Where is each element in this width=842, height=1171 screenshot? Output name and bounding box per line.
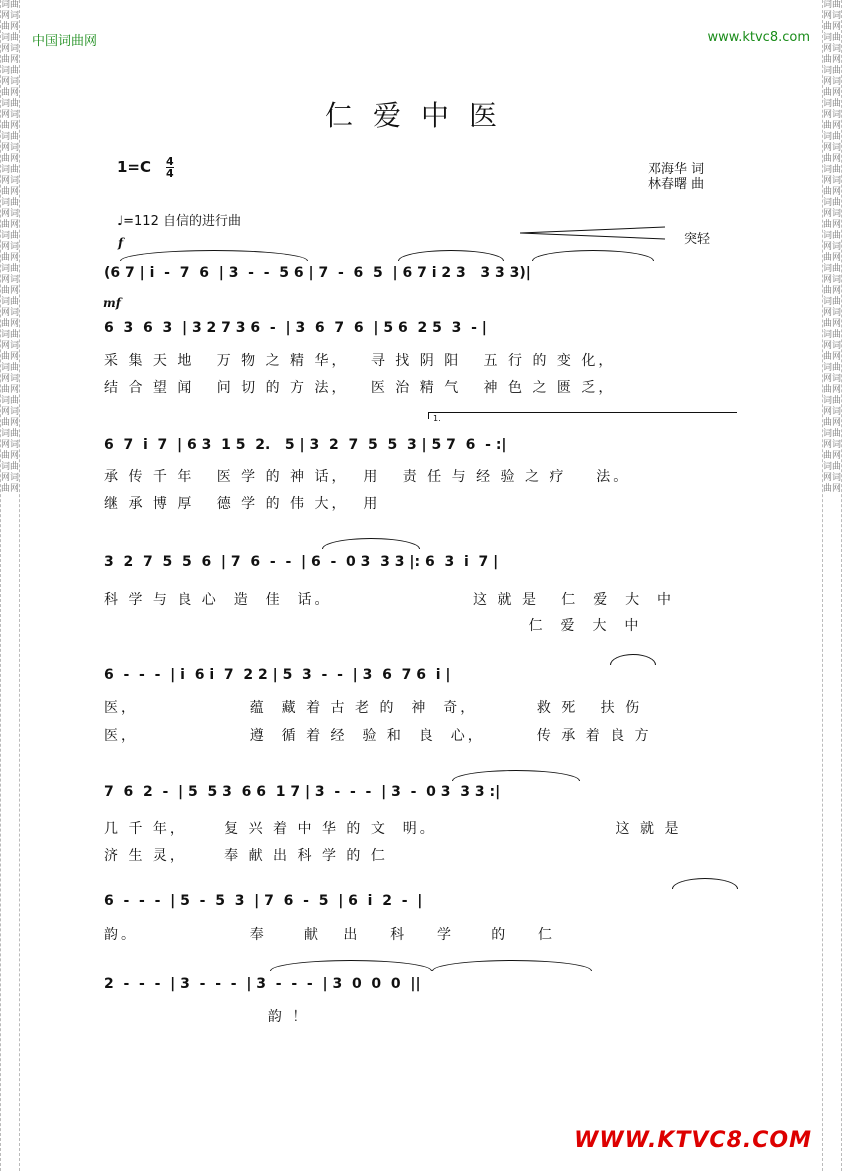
- notation-row-1: (6 7 | i - 7 6 | 3 - - 5 6 | 7 - 6 5 | 6 7 i 2 3 3 3 3)|: [104, 265, 531, 281]
- lyric-row-5-verse-2: 医， 遵 循 着 经 验 和 良 心， 传 承 着 良 方: [104, 728, 652, 744]
- crescendo-hairpin: [520, 226, 670, 240]
- site-name[interactable]: 中国词曲网: [32, 34, 98, 49]
- lyric-row-6-verse-1: 几 千 年， 复 兴 着 中 华 的 文 明。 这 就 是: [104, 821, 682, 837]
- slur: [322, 538, 420, 549]
- lyric-row-4-verse-2: 仁 爱 大 中: [104, 618, 642, 634]
- slur: [610, 654, 656, 665]
- slur: [398, 250, 504, 261]
- notation-row-5: 6 - - - | i 6 i 7 2 2 | 5 3 - - | 3 6 7 6 i |: [104, 667, 451, 683]
- lyric-row-6-verse-2: 济 生 灵， 奉 献 出 科 学 的 仁: [104, 848, 388, 864]
- notation-row-4: 3 2 7 5 5 6 | 7 6 - - | 6 - 0 3 3 3 |: 6 3 i 7 |: [104, 554, 499, 570]
- lyric-row-3-verse-1: 承 传 千 年 医 学 的 神 话， 用 责 任 与 经 验 之 疗 法。: [104, 469, 631, 485]
- volta-bracket: 1.: [428, 412, 737, 419]
- site-url[interactable]: www.ktvc8.com: [707, 30, 810, 45]
- lyric-row-8-verse-1: 韵 ！: [104, 1009, 310, 1025]
- lyric-row-4-verse-1: 科 学 与 良 心 造 佳 话。 这 就 是 仁 爱 大 中: [104, 592, 675, 608]
- footer-brand-logo: WWW.KTVC8.COM: [574, 1128, 812, 1153]
- slur: [270, 960, 432, 971]
- lyric-row-7-verse-1: 韵。 奉 献 出 科 学 的 仁: [104, 927, 556, 943]
- dynamic-forte: f: [118, 236, 124, 250]
- slur: [452, 770, 580, 781]
- tempo-marking: ♩=112 自信的进行曲: [117, 214, 241, 229]
- lyric-row-3-verse-2: 继 承 博 厚 德 学 的 伟 大， 用: [104, 496, 381, 512]
- left-margin-watermark: 词曲网词曲网词曲网词曲网词曲网词曲网词曲网词曲网词曲网词曲网词曲网词曲网词曲网词曲网词曲网词曲网词曲网词曲网词曲网词曲网词曲网词曲网词曲网词曲网词曲网词曲网词曲网词曲网词曲网词曲网: [0, 0, 20, 1171]
- slur: [432, 960, 592, 971]
- time-signature: $\frac{4}{4}$: [166, 155, 174, 180]
- lyric-row-2-verse-2: 结 合 望 闻 问 切 的 方 法， 医 治 精 气 神 色 之 匮 乏，: [104, 380, 616, 396]
- right-margin-watermark: 词曲网词曲网词曲网词曲网词曲网词曲网词曲网词曲网词曲网词曲网词曲网词曲网词曲网词曲网词曲网词曲网词曲网词曲网词曲网词曲网词曲网词曲网词曲网词曲网词曲网词曲网词曲网词曲网词曲网词曲网: [822, 0, 842, 1171]
- notation-row-8: 2 - - - | 3 - - - | 3 - - - | 3 0 0 0 ||: [104, 976, 421, 992]
- dynamic-mezzo-forte: mf: [103, 296, 121, 310]
- lyric-row-5-verse-1: 医， 蕴 藏 着 古 老 的 神 奇， 救 死 扶 伤: [104, 700, 643, 716]
- annotation-sudden-soft: 突轻: [684, 232, 711, 247]
- song-title: 仁爱中医: [324, 99, 517, 132]
- notation-row-7: 6 - - - | 5 - 5 3 | 7 6 - 5 | 6 i 2 - |: [104, 893, 423, 909]
- slur: [120, 250, 308, 261]
- slur: [532, 250, 654, 261]
- lyricist: 邓海华 词: [648, 162, 705, 177]
- lyric-row-2-verse-1: 采 集 天 地 万 物 之 精 华， 寻 找 阴 阳 五 行 的 变 化，: [104, 353, 616, 369]
- notation-row-6: 7 6 2 - | 5 5 3 6 6 1 7 | 3 - - - | 3 - 0 3 3 3 :|: [104, 784, 501, 800]
- key-signature: 1=C: [117, 158, 152, 176]
- credits: [648, 162, 704, 192]
- notation-row-2: 6 3 6 3 | 3 2 7 3 6 - | 3 6 7 6 | 5 6 2 5 3 - |: [104, 320, 487, 336]
- composer: 林春曙 曲: [648, 177, 705, 192]
- slur: [672, 878, 738, 889]
- notation-row-3: 6 7 i 7 | 6 3 1 5 2. 5 | 3 2 7 5 5 3 | 5 7 6 - :|: [104, 437, 507, 453]
